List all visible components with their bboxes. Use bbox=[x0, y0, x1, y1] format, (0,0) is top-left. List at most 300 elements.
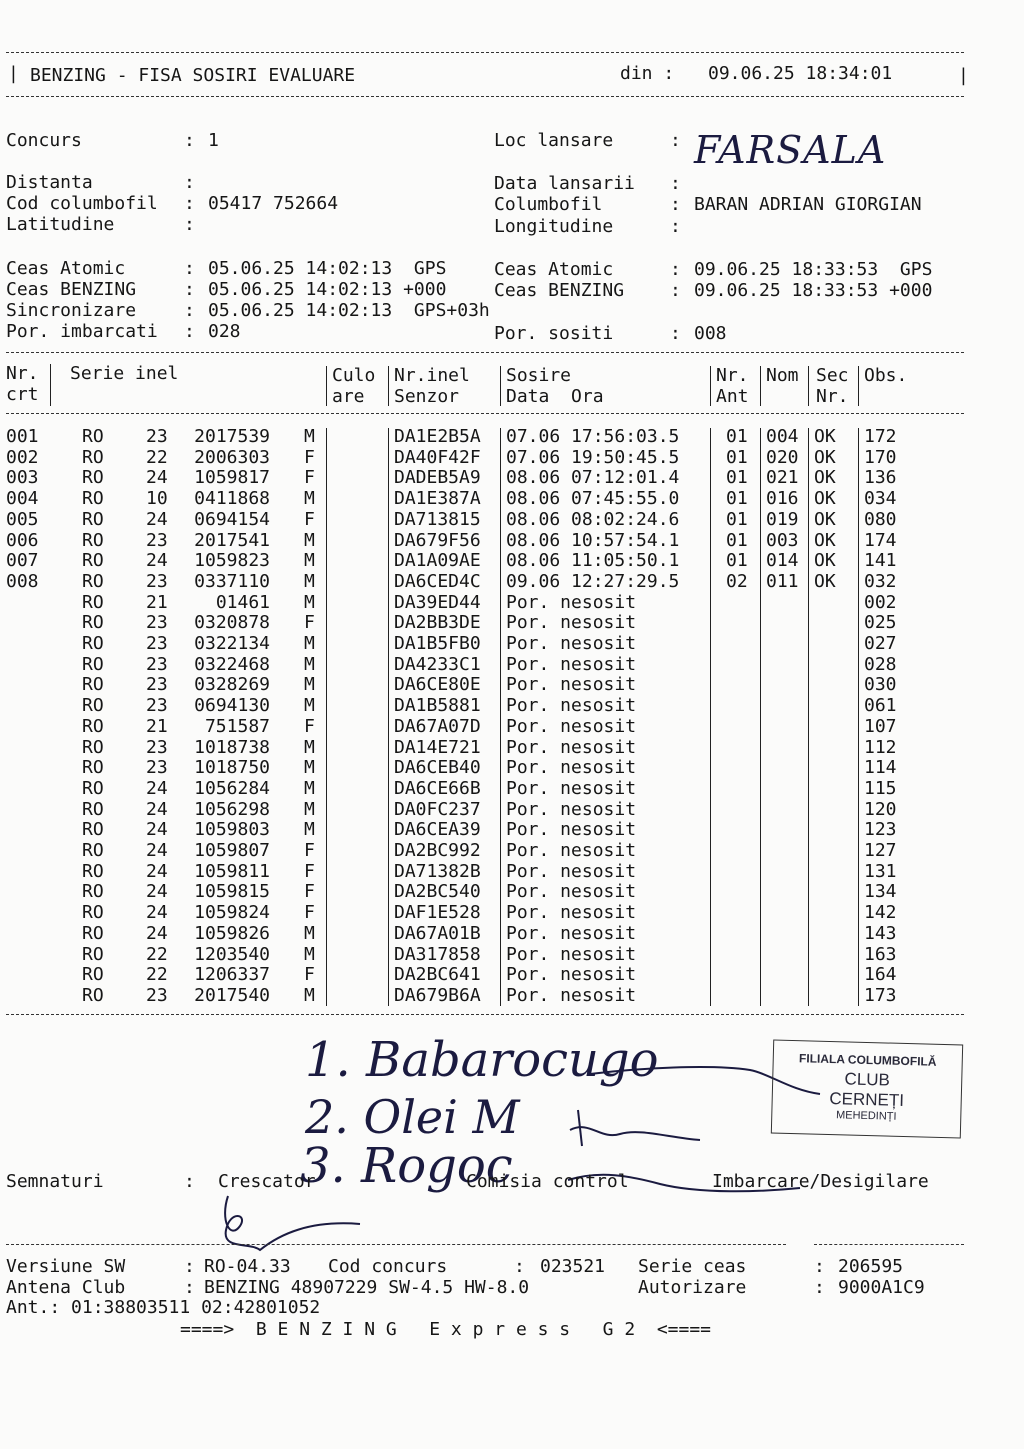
th-sep bbox=[388, 366, 389, 406]
handwritten-name-3: 3. Rogoc bbox=[300, 1138, 513, 1194]
cell-an: 23 bbox=[146, 570, 168, 592]
cell-senzor: DA713815 bbox=[394, 508, 481, 530]
cell-sosire: Por. nesosit bbox=[506, 695, 637, 717]
ceas-atomic-right-label: Ceas Atomic bbox=[494, 259, 614, 280]
table-row bbox=[0, 799, 1024, 820]
cell-tara: RO bbox=[82, 446, 104, 468]
ceas-benzing-left-colon: : bbox=[184, 279, 195, 300]
cell-senzor: DA40F42F bbox=[394, 446, 481, 468]
th-nr-ant-2: Ant bbox=[716, 386, 749, 407]
cell-ant: 01 bbox=[726, 488, 748, 510]
th-sec-2: Nr. bbox=[816, 386, 849, 407]
stamp-line-3: CERNEȚI bbox=[829, 1089, 905, 1110]
table-row bbox=[0, 633, 1024, 654]
cell-tara: RO bbox=[82, 964, 104, 986]
cell-sex: M bbox=[304, 426, 315, 447]
th-senzor: Senzor bbox=[394, 386, 460, 407]
cell-tara: RO bbox=[82, 488, 104, 510]
cell-an: 24 bbox=[146, 881, 168, 903]
cell-sosire: Por. nesosit bbox=[506, 922, 637, 944]
cell-crt: 001 bbox=[6, 426, 39, 447]
cell-sex: M bbox=[304, 653, 315, 675]
por-imbarcati-value: 028 bbox=[208, 321, 241, 342]
cell-obs: 123 bbox=[864, 819, 897, 841]
cell-sosire: Por. nesosit bbox=[506, 819, 637, 841]
cell-nr: 0322134 bbox=[194, 633, 270, 654]
th-sep bbox=[50, 364, 51, 406]
cell-sosire: 07.06 19:50:45.5 bbox=[506, 446, 680, 468]
cell-sosire: Por. nesosit bbox=[506, 984, 637, 1006]
table-row bbox=[0, 530, 1024, 551]
cell-obs: 120 bbox=[864, 798, 897, 820]
latitudine-label: Latitudine bbox=[6, 214, 115, 235]
cell-an: 21 bbox=[146, 715, 168, 737]
cell-senzor: DA6CEB40 bbox=[394, 757, 481, 779]
cell-tara: RO bbox=[82, 819, 104, 841]
table-row bbox=[0, 840, 1024, 861]
cell-senzor: DA317858 bbox=[394, 943, 481, 965]
cell-tara: RO bbox=[82, 736, 104, 758]
cell-nr: 1018738 bbox=[194, 736, 270, 758]
cell-sex: F bbox=[304, 860, 315, 882]
cell-obs: 134 bbox=[864, 881, 897, 903]
cell-tara: RO bbox=[82, 902, 104, 924]
cell-an: 10 bbox=[146, 488, 168, 510]
cell-senzor: DA67A07D bbox=[394, 715, 481, 737]
cell-sex: F bbox=[304, 612, 315, 634]
th-nr-crt-2: crt bbox=[6, 384, 39, 405]
cell-sosire: Por. nesosit bbox=[506, 964, 637, 986]
table-row bbox=[0, 488, 1024, 509]
table-header-rule bbox=[6, 413, 964, 414]
cell-sex: M bbox=[304, 922, 315, 944]
ceas-atomic-right-colon: : bbox=[670, 259, 681, 280]
concurs-value: 1 bbox=[208, 130, 219, 151]
concurs-colon: : bbox=[184, 130, 206, 151]
antena-value: BENZING 48907229 SW-4.5 HW-8.0 bbox=[204, 1277, 530, 1298]
th-sep bbox=[710, 366, 711, 406]
cell-nom: 003 bbox=[766, 529, 799, 551]
ceas-benzing-left-value: 05.06.25 14:02:13 +000 bbox=[208, 279, 447, 300]
cell-nom: 004 bbox=[766, 426, 799, 447]
cell-an: 24 bbox=[146, 819, 168, 841]
th-sep bbox=[326, 366, 327, 406]
cell-tara: RO bbox=[82, 715, 104, 737]
cell-sex: M bbox=[304, 570, 315, 592]
cell-sosire: Por. nesosit bbox=[506, 633, 637, 654]
table-row bbox=[0, 923, 1024, 944]
cell-nr: 0411868 bbox=[194, 488, 270, 510]
ceas-atomic-left-colon: : bbox=[184, 258, 195, 279]
cell-sec: OK bbox=[814, 467, 836, 489]
sincronizare-colon: : bbox=[184, 300, 195, 321]
table-row bbox=[0, 778, 1024, 799]
semnaturi-label: Semnaturi bbox=[6, 1171, 104, 1192]
ceas-benzing-left-label: Ceas BENZING bbox=[6, 279, 137, 300]
cell-obs: 027 bbox=[864, 633, 897, 654]
cell-senzor: DA1E387A bbox=[394, 488, 481, 510]
por-sositi-label: Por. sositi bbox=[494, 323, 614, 344]
cell-sosire: Por. nesosit bbox=[506, 715, 637, 737]
cod-concurs-value: 023521 bbox=[540, 1256, 606, 1277]
cell-senzor: DA679F56 bbox=[394, 529, 481, 551]
th-sosire: Sosire bbox=[506, 365, 572, 386]
columbofil-colon: : bbox=[670, 194, 681, 215]
cell-an: 21 bbox=[146, 591, 168, 613]
serie-ceas-label: Serie ceas bbox=[638, 1256, 747, 1277]
table-row bbox=[0, 426, 1024, 447]
cell-nr: 1059824 bbox=[194, 902, 270, 924]
cell-tara: RO bbox=[82, 943, 104, 965]
cell-obs: 115 bbox=[864, 777, 897, 799]
cell-nr: 0337110 bbox=[194, 570, 270, 592]
cell-sec: OK bbox=[814, 446, 836, 468]
footer-top-rule-right bbox=[814, 1244, 964, 1245]
ceas-atomic-left-label: Ceas Atomic bbox=[6, 258, 126, 279]
table-row bbox=[0, 902, 1024, 923]
cell-senzor: DA1E2B5A bbox=[394, 426, 481, 447]
table-row bbox=[0, 571, 1024, 592]
cell-ant: 01 bbox=[726, 446, 748, 468]
cod-concurs-colon: : bbox=[514, 1256, 525, 1277]
por-sositi-colon: : bbox=[670, 323, 681, 344]
loc-lansare-colon: : bbox=[670, 130, 681, 151]
th-obs: Obs. bbox=[864, 365, 908, 386]
cell-obs: 136 bbox=[864, 467, 897, 489]
cell-obs: 164 bbox=[864, 964, 897, 986]
cell-sosire: Por. nesosit bbox=[506, 798, 637, 820]
table-row bbox=[0, 654, 1024, 675]
cell-senzor: DA67A01B bbox=[394, 922, 481, 944]
table-row bbox=[0, 550, 1024, 571]
header-left-bar: | bbox=[8, 63, 19, 84]
cell-nr: 1056298 bbox=[194, 798, 270, 820]
cell-nr: 1059807 bbox=[194, 840, 270, 861]
crescator-label: Crescator bbox=[218, 1171, 316, 1192]
cell-an: 23 bbox=[146, 529, 168, 551]
cell-obs: 127 bbox=[864, 840, 897, 861]
cell-ant: 01 bbox=[726, 467, 748, 489]
table-row bbox=[0, 819, 1024, 840]
cell-nom: 011 bbox=[766, 570, 799, 592]
cell-obs: 170 bbox=[864, 446, 897, 468]
cell-sex: M bbox=[304, 695, 315, 717]
cell-tara: RO bbox=[82, 777, 104, 799]
table-row bbox=[0, 612, 1024, 633]
cell-obs: 030 bbox=[864, 674, 897, 696]
cell-an: 23 bbox=[146, 674, 168, 696]
table-row bbox=[0, 861, 1024, 882]
cell-sex: M bbox=[304, 674, 315, 696]
cell-obs: 080 bbox=[864, 508, 897, 530]
table-bottom-rule bbox=[6, 1014, 964, 1015]
cell-obs: 061 bbox=[864, 695, 897, 717]
cell-obs: 032 bbox=[864, 570, 897, 592]
table-row bbox=[0, 985, 1024, 1006]
cell-sex: M bbox=[304, 550, 315, 572]
table-row bbox=[0, 467, 1024, 488]
table-row bbox=[0, 881, 1024, 902]
cell-sec: OK bbox=[814, 426, 836, 447]
cell-nr: 0328269 bbox=[194, 674, 270, 696]
columbofil-label: Columbofil bbox=[494, 194, 603, 215]
cell-an: 23 bbox=[146, 984, 168, 1006]
latitudine-colon: : bbox=[184, 214, 195, 235]
cell-an: 24 bbox=[146, 860, 168, 882]
cod-columbofil-label: Cod columbofil bbox=[6, 193, 158, 214]
cell-sosire: Por. nesosit bbox=[506, 840, 637, 861]
cell-ant: 01 bbox=[726, 508, 748, 530]
cell-sex: M bbox=[304, 819, 315, 841]
cell-tara: RO bbox=[82, 653, 104, 675]
cell-nom: 014 bbox=[766, 550, 799, 572]
cell-nr: 1059826 bbox=[194, 922, 270, 944]
cell-tara: RO bbox=[82, 633, 104, 654]
th-culoare-2: are bbox=[332, 386, 365, 407]
cell-sosire: Por. nesosit bbox=[506, 612, 637, 634]
cell-sex: M bbox=[304, 943, 315, 965]
header-top-rule bbox=[6, 52, 964, 53]
table-row bbox=[0, 716, 1024, 737]
cell-an: 24 bbox=[146, 840, 168, 861]
cell-obs: 143 bbox=[864, 922, 897, 944]
cell-obs: 142 bbox=[864, 902, 897, 924]
stamp-line-1: FILIALA COLUMBOFILĂ bbox=[798, 1051, 937, 1069]
cell-an: 22 bbox=[146, 964, 168, 986]
cell-sex: F bbox=[304, 964, 315, 986]
cell-sec: OK bbox=[814, 550, 836, 572]
cell-nr: 1059817 bbox=[194, 467, 270, 489]
cell-senzor: DA1B5FB0 bbox=[394, 633, 481, 654]
longitudine-label: Longitudine bbox=[494, 216, 614, 237]
cell-ant: 02 bbox=[726, 570, 748, 592]
cell-nr: 1018750 bbox=[194, 757, 270, 779]
cell-sex: M bbox=[304, 777, 315, 799]
cell-tara: RO bbox=[82, 426, 104, 447]
th-sec-1: Sec bbox=[816, 365, 849, 386]
cell-obs: 025 bbox=[864, 612, 897, 634]
table-row bbox=[0, 592, 1024, 613]
cell-sosire: 08.06 10:57:54.1 bbox=[506, 529, 680, 551]
cell-tara: RO bbox=[82, 984, 104, 1006]
cell-tara: RO bbox=[82, 508, 104, 530]
th-nr-inel: Nr.inel bbox=[394, 365, 470, 386]
cell-an: 23 bbox=[146, 612, 168, 634]
cell-an: 24 bbox=[146, 467, 168, 489]
cell-senzor: DA6CE80E bbox=[394, 674, 481, 696]
th-data-ora: Data Ora bbox=[506, 386, 604, 407]
data-lansarii-label: Data lansarii bbox=[494, 173, 635, 194]
antena-colon: : bbox=[184, 1277, 195, 1298]
cell-senzor: DA39ED44 bbox=[394, 591, 481, 613]
cell-an: 22 bbox=[146, 446, 168, 468]
cell-sosire: Por. nesosit bbox=[506, 902, 637, 924]
cell-sosire: Por. nesosit bbox=[506, 881, 637, 903]
cell-sex: M bbox=[304, 984, 315, 1006]
cell-nr: 1059803 bbox=[194, 819, 270, 841]
cell-sosire: Por. nesosit bbox=[506, 591, 637, 613]
cell-an: 24 bbox=[146, 550, 168, 572]
por-imbarcati-colon: : bbox=[184, 321, 195, 342]
cell-senzor: DA679B6A bbox=[394, 984, 481, 1006]
cell-nr: 0694154 bbox=[194, 508, 270, 530]
cell-obs: 172 bbox=[864, 426, 897, 447]
cell-an: 24 bbox=[146, 922, 168, 944]
versiune-colon: : bbox=[184, 1256, 195, 1277]
cell-sec: OK bbox=[814, 508, 836, 530]
cell-nr: 1056284 bbox=[194, 777, 270, 799]
cell-senzor: DADEB5A9 bbox=[394, 467, 481, 489]
cell-sosire: 08.06 11:05:50.1 bbox=[506, 550, 680, 572]
table-row bbox=[0, 695, 1024, 716]
cod-columbofil-value: 05417 752664 bbox=[208, 193, 339, 214]
comisia-label: Comisia control bbox=[466, 1171, 629, 1192]
cell-tara: RO bbox=[82, 798, 104, 820]
cell-nr: 1059823 bbox=[194, 550, 270, 572]
cell-sex: F bbox=[304, 508, 315, 530]
cell-nom: 019 bbox=[766, 508, 799, 530]
cell-sex: F bbox=[304, 902, 315, 924]
cell-sex: M bbox=[304, 736, 315, 758]
cell-senzor: DA2BC540 bbox=[394, 881, 481, 903]
concurs-label: Concurs bbox=[6, 130, 82, 151]
cell-obs: 141 bbox=[864, 550, 897, 572]
cell-obs: 174 bbox=[864, 529, 897, 551]
cell-obs: 173 bbox=[864, 984, 897, 1006]
cell-tara: RO bbox=[82, 550, 104, 572]
cell-senzor: DA4233C1 bbox=[394, 653, 481, 675]
cell-senzor: DA1B5881 bbox=[394, 695, 481, 717]
cell-ant: 01 bbox=[726, 529, 748, 551]
brand-line: ====> B E N Z I N G E x p r e s s G 2 <==== bbox=[180, 1319, 712, 1340]
cell-an: 22 bbox=[146, 943, 168, 965]
page-title: BENZING - FISA SOSIRI EVALUARE bbox=[30, 65, 356, 86]
cell-an: 24 bbox=[146, 902, 168, 924]
cell-an: 23 bbox=[146, 653, 168, 675]
cell-obs: 114 bbox=[864, 757, 897, 779]
cell-senzor: DAF1E528 bbox=[394, 902, 481, 924]
cell-tara: RO bbox=[82, 467, 104, 489]
cell-nr: 1206337 bbox=[194, 964, 270, 986]
cell-sex: F bbox=[304, 715, 315, 737]
antena-label: Antena Club bbox=[6, 1277, 126, 1298]
data-lansarii-colon: : bbox=[670, 173, 681, 194]
table-row bbox=[0, 757, 1024, 778]
cell-tara: RO bbox=[82, 612, 104, 634]
cell-senzor: DA1A09AE bbox=[394, 550, 481, 572]
cell-senzor: DA14E721 bbox=[394, 736, 481, 758]
cell-nr: 2017539 bbox=[194, 426, 270, 447]
cell-tara: RO bbox=[82, 570, 104, 592]
cell-ant: 01 bbox=[726, 426, 748, 447]
versiune-value: RO-04.33 bbox=[204, 1256, 291, 1277]
th-culoare-1: Culo bbox=[332, 365, 376, 386]
ceas-benzing-right-colon: : bbox=[670, 280, 681, 301]
cell-sosire: 09.06 12:27:29.5 bbox=[506, 570, 680, 592]
cell-crt: 007 bbox=[6, 550, 39, 572]
cell-obs: 112 bbox=[864, 736, 897, 758]
cell-crt: 004 bbox=[6, 488, 39, 510]
cell-tara: RO bbox=[82, 591, 104, 613]
autorizare-value: 9000A1C9 bbox=[838, 1277, 925, 1298]
table-row bbox=[0, 674, 1024, 695]
cell-tara: RO bbox=[82, 922, 104, 944]
cell-sex: M bbox=[304, 798, 315, 820]
table-row bbox=[0, 447, 1024, 468]
cell-sosire: Por. nesosit bbox=[506, 736, 637, 758]
ant-line: Ant.: 01:38803511 02:42801052 bbox=[6, 1297, 321, 1318]
cell-sex: F bbox=[304, 446, 315, 468]
footer-top-rule-left bbox=[6, 1244, 786, 1245]
cell-sex: M bbox=[304, 488, 315, 510]
cell-tara: RO bbox=[82, 695, 104, 717]
cell-senzor: DA71382B bbox=[394, 860, 481, 882]
autorizare-colon: : bbox=[814, 1277, 825, 1298]
cell-sex: F bbox=[304, 467, 315, 489]
cell-sec: OK bbox=[814, 488, 836, 510]
cell-an: 23 bbox=[146, 426, 168, 447]
cell-an: 24 bbox=[146, 798, 168, 820]
serie-ceas-value: 206595 bbox=[838, 1256, 904, 1277]
table-row bbox=[0, 964, 1024, 985]
cell-sex: M bbox=[304, 529, 315, 551]
table-row bbox=[0, 737, 1024, 758]
cell-senzor: DA2BC641 bbox=[394, 964, 481, 986]
autorizare-label: Autorizare bbox=[638, 1277, 747, 1298]
cell-sosire: Por. nesosit bbox=[506, 777, 637, 799]
cell-nr: 1059815 bbox=[194, 881, 270, 903]
cell-nr: 01461 bbox=[215, 591, 270, 613]
loc-lansare-label: Loc lansare bbox=[494, 130, 614, 151]
th-serie-inel: Serie inel bbox=[70, 363, 179, 384]
date-value: 09.06.25 18:34:01 bbox=[708, 63, 893, 84]
cell-obs: 163 bbox=[864, 943, 897, 965]
cell-sosire: Por. nesosit bbox=[506, 943, 637, 965]
por-imbarcati-label: Por. imbarcati bbox=[6, 321, 158, 342]
cell-nr: 1203540 bbox=[194, 943, 270, 965]
cell-nr: 2006303 bbox=[194, 446, 270, 468]
date-label: din : bbox=[620, 63, 675, 84]
ceas-atomic-left-value: 05.06.25 14:02:13 GPS bbox=[208, 258, 447, 279]
sincronizare-value: 05.06.25 14:02:13 GPS+03h bbox=[208, 300, 490, 321]
cell-sec: OK bbox=[814, 529, 836, 551]
ceas-benzing-right-value: 09.06.25 18:33:53 +000 bbox=[694, 280, 933, 301]
cell-an: 23 bbox=[146, 695, 168, 717]
cell-nr: 751587 bbox=[204, 715, 270, 737]
cell-nr: 2017541 bbox=[194, 529, 270, 551]
cell-sosire: Por. nesosit bbox=[506, 674, 637, 696]
cell-tara: RO bbox=[82, 757, 104, 779]
cell-crt: 003 bbox=[6, 467, 39, 489]
cell-senzor: DA2BC992 bbox=[394, 840, 481, 861]
cell-nr: 2017540 bbox=[194, 984, 270, 1006]
cell-sosire: 08.06 08:02:24.6 bbox=[506, 508, 680, 530]
cell-crt: 008 bbox=[6, 570, 39, 592]
cell-nr: 0320878 bbox=[194, 612, 270, 634]
cell-senzor: DA6CE66B bbox=[394, 777, 481, 799]
cell-senzor: DA0FC237 bbox=[394, 798, 481, 820]
cell-nom: 016 bbox=[766, 488, 799, 510]
cell-an: 24 bbox=[146, 777, 168, 799]
cell-sex: F bbox=[304, 881, 315, 903]
cell-obs: 107 bbox=[864, 715, 897, 737]
cell-nr: 0322468 bbox=[194, 653, 270, 675]
table-row bbox=[0, 944, 1024, 965]
sincronizare-label: Sincronizare bbox=[6, 300, 137, 321]
cell-senzor: DA2BB3DE bbox=[394, 612, 481, 634]
th-nr-crt-1: Nr. bbox=[6, 363, 39, 384]
ceas-benzing-right-label: Ceas BENZING bbox=[494, 280, 625, 301]
